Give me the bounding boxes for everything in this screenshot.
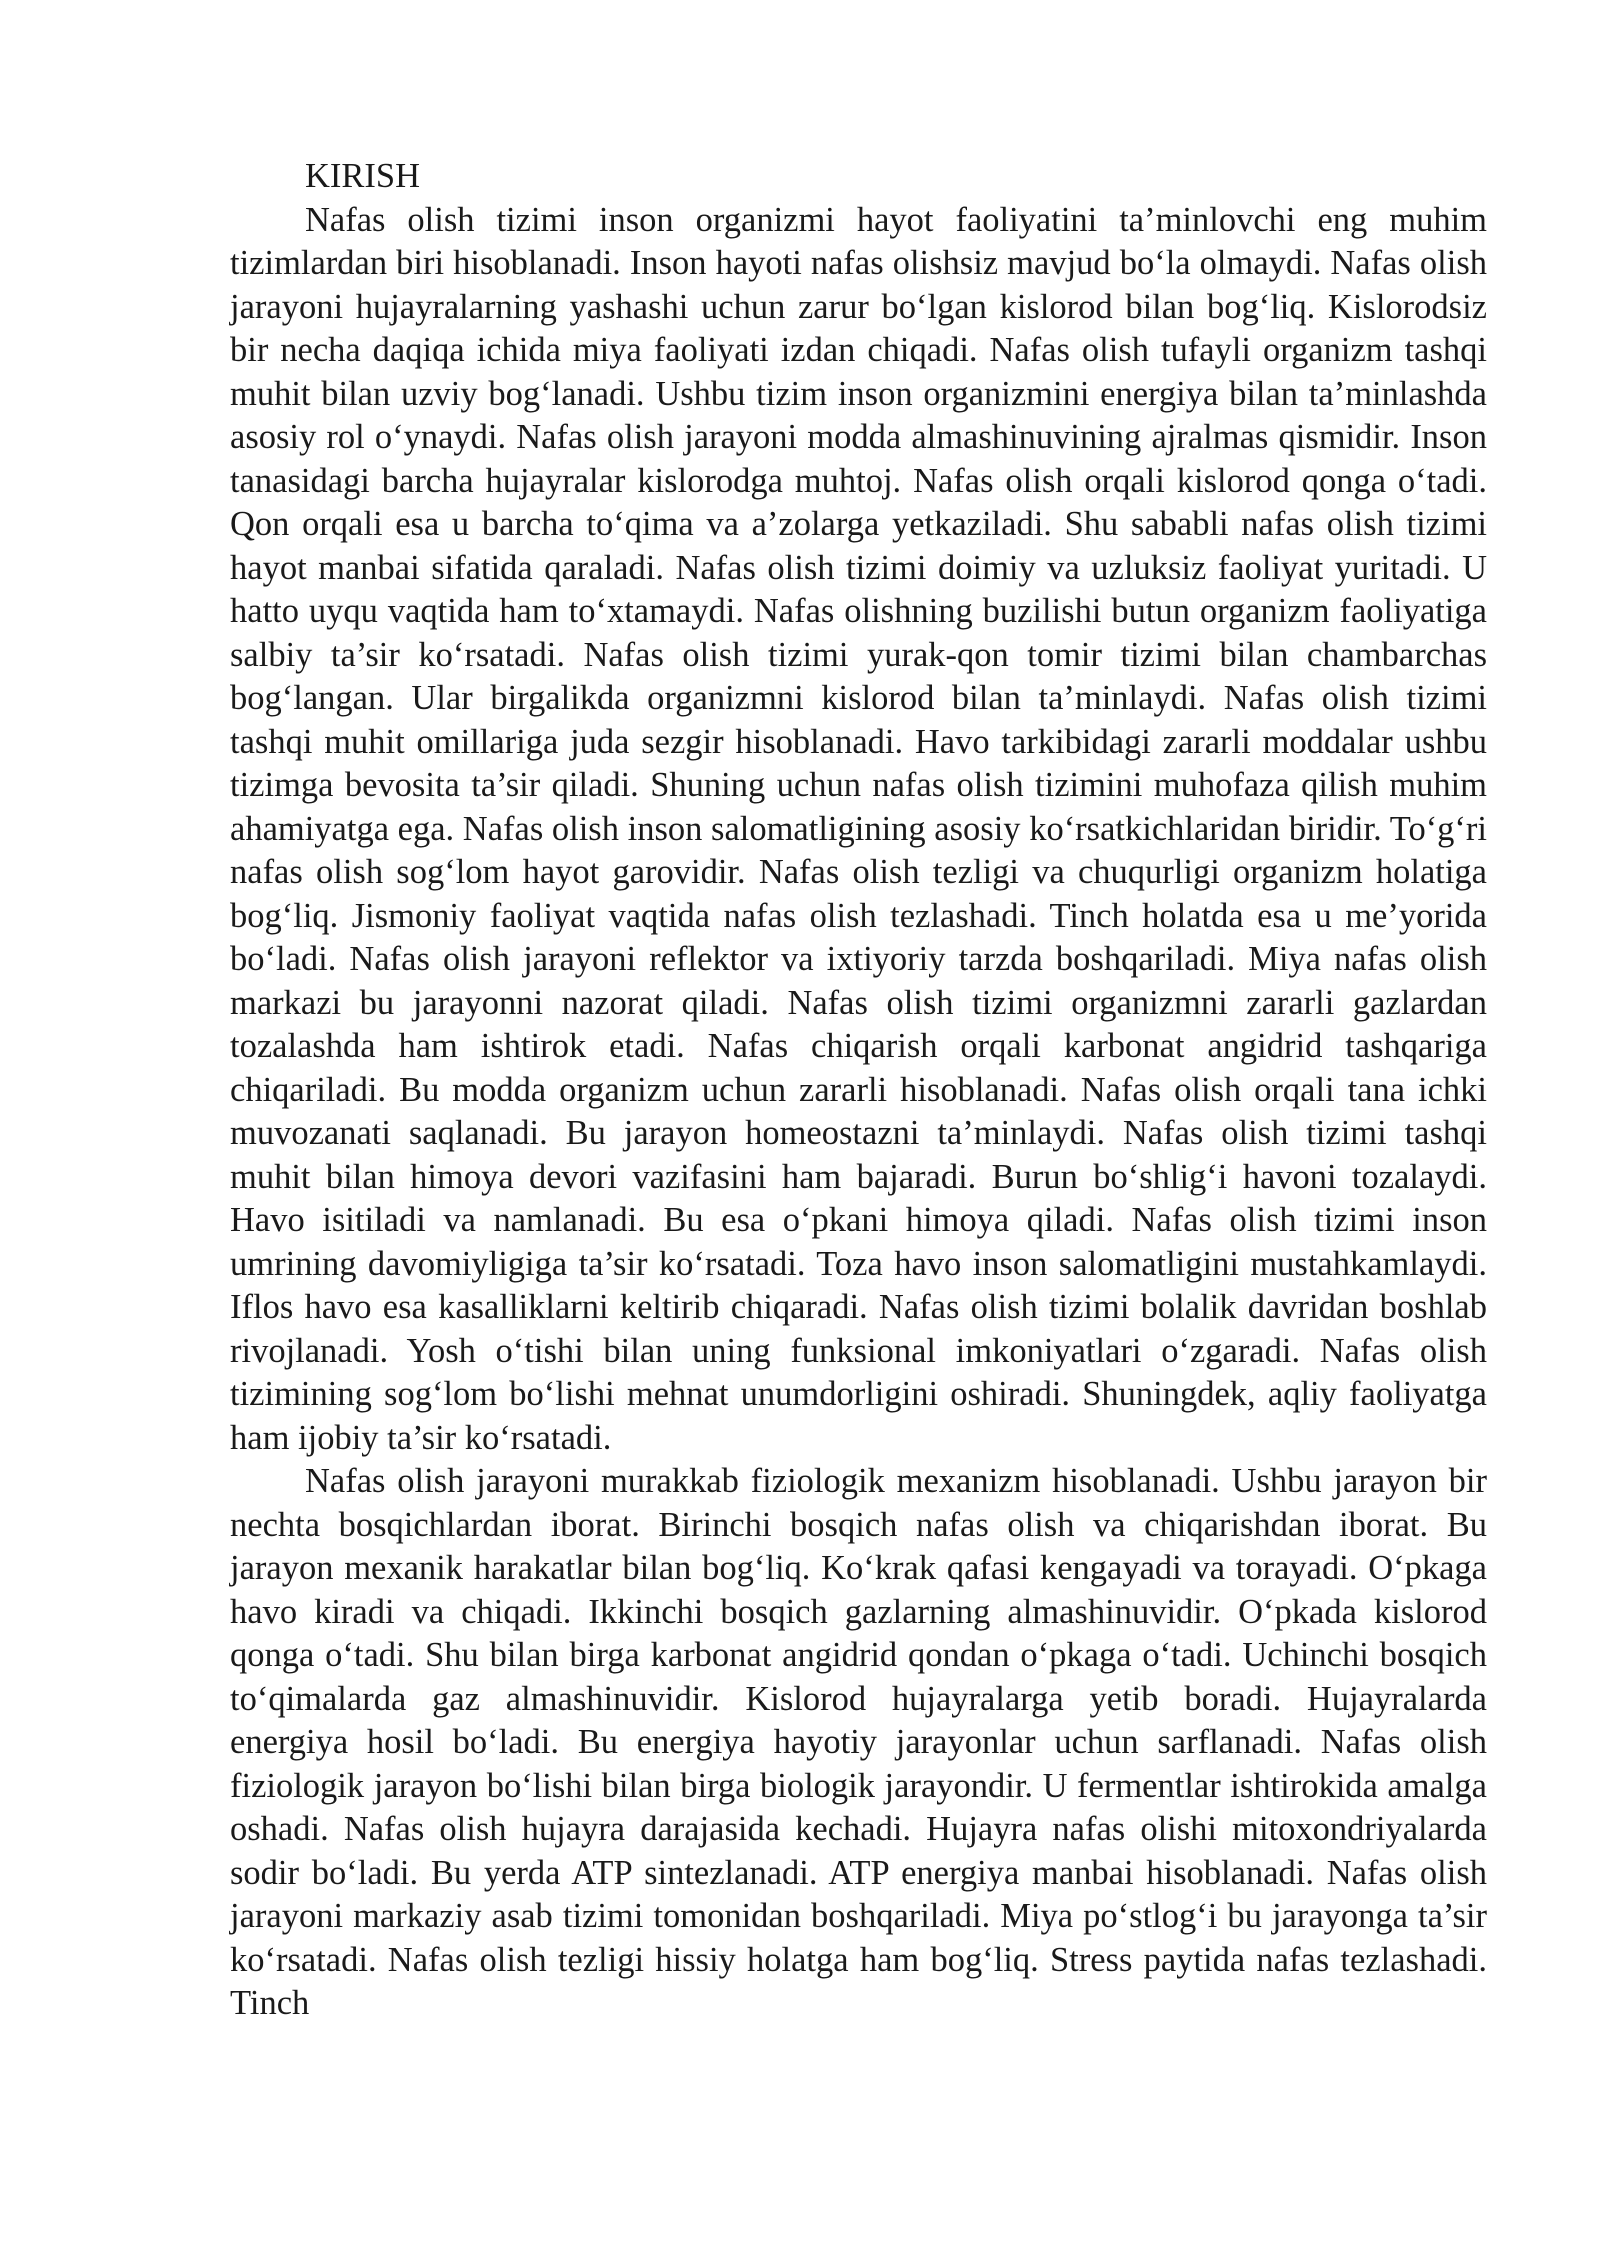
section-heading: KIRISH xyxy=(305,157,421,195)
document-body xyxy=(230,155,1487,2026)
paragraph-1: Nafas olish tizimi inson organizmi hayot faoliyatini ta’minlovchi eng muhim tizimlardan biri hisoblanadi. Inson hayoti nafas olishsiz mavjud bo‘la olmaydi. Nafas olish jarayoni hujayralarning yashashi uchun zarur bo‘lgan kislorod bilan bog‘liq. Kislorodsiz bir necha daqiqa ichida miya faoliyati izdan chiqadi. Nafas olish tufayli organizm tashqi muhit bilan uzviy bog‘lanadi. Ushbu tizim inson organizmini energiya bilan ta’minlashda asosiy rol o‘ynaydi. Nafas olish jarayoni modda almashinuvining ajralmas qismidir. Inson tanasidagi barcha hujayralar kislorodga muhtoj. Nafas olish orqali kislorod qonga o‘tadi. Qon orqali esa u barcha to‘qima va a’zolarga yetkaziladi. Shu sababli nafas olish tizimi hayot manbai sifatida qaraladi. Nafas olish tizimi doimiy va uzluksiz faoliyat yuritadi. U hatto uyqu vaqtida ham to‘xtamaydi. Nafas olishning buzilishi butun organizm faoliyatiga salbiy ta’sir ko‘rsatadi. Nafas olish tizimi yurak-qon tomir tizimi bilan chambarchas bog‘langan. Ular birgalikda organizmni kislorod bilan ta’minlaydi. Nafas olish tizimi tashqi muhit omillariga juda sezgir hisoblanadi. Havo tarkibidagi zararli moddalar ushbu tizimga bevosita ta’sir qiladi. Shuning uchun nafas olish tizimini muhofaza qilish muhim ahamiyatga ega. Nafas olish inson salomatligining asosiy ko‘rsatkichlaridan biridir. To‘g‘ri nafas olish sog‘lom hayot garovidir. Nafas olish tezligi va chuqurligi organizm holatiga bog‘liq. Jismoniy faoliyat vaqtida nafas olish tezlashadi. Tinch holatda esa u me’yorida bo‘ladi. Nafas olish jarayoni reflektor va ixtiyoriy tarzda boshqariladi. Miya nafas olish markazi bu jarayonni nazorat qiladi. Nafas olish tizimi organizmni zararli gazlardan tozalashda ham ishtirok etadi. Nafas chiqarish orqali karbonat angidrid tashqariga chiqariladi. Bu modda organizm uchun zararli hisoblanadi. Nafas olish orqali tana ichki muvozanati saqlanadi. Bu jarayon homeostazni ta’minlaydi. Nafas olish tizimi tashqi muhit bilan himoya devori vazifasini ham bajaradi. Burun bo‘shlig‘i havoni tozalaydi. Havo isitiladi va namlanadi. Bu esa o‘pkani himoya qiladi. Nafas olish tizimi inson umrining davomiyligiga ta’sir ko‘rsatadi. Toza havo inson salomatligini mustahkamlaydi. Iflos havo esa kasalliklarni keltirib chiqaradi. Nafas olish tizimi bolalik davridan boshlab rivojlanadi. Yosh o‘tishi bilan uning funksional imkoniyatlari o‘zgaradi. Nafas olish tizimining sog‘lom bo‘lishi mehnat unumdorligini oshiradi. Shuningdek, aqliy faoliyatga ham ijobiy ta’sir ko‘rsatadi. xyxy=(230,200,1487,1457)
paragraph-2: Nafas olish jarayoni murakkab fiziologik mexanizm hisoblanadi. Ushbu jarayon bir nechta bosqichlardan iborat. Birinchi bosqich nafas olish va chiqarishdan iborat. Bu jarayon mexanik harakatlar bilan bog‘liq. Ko‘krak qafasi kengayadi va torayadi. O‘pkaga havo kiradi va chiqadi. Ikkinchi bosqich gazlarning almashinuvidir. O‘pkada kislorod qonga o‘tadi. Shu bilan birga karbonat angidrid qondan o‘pkaga o‘tadi. Uchinchi bosqich to‘qimalarda gaz almashinuvidir. Kislorod hujayralarga yetib boradi. Hujayralarda energiya hosil bo‘ladi. Bu energiya hayotiy jarayonlar uchun sarflanadi. Nafas olish fiziologik jarayon bo‘lishi bilan birga biologik jarayondir. U fermentlar ishtirokida amalga oshadi. Nafas olish hujayra darajasida kechadi. Hujayra nafas olishi mitoxondriyalarda sodir bo‘ladi. Bu yerda ATP sintezlanadi. ATP energiya manbai hisoblanadi. Nafas olish jarayoni markaziy asab tizimi tomonidan boshqariladi. Miya po‘stlog‘i bu jarayonga ta’sir ko‘rsatadi. Nafas olish tezligi hissiy holatga ham bog‘liq. Stress paytida nafas tezlashadi. Tinch xyxy=(230,1462,1487,2022)
